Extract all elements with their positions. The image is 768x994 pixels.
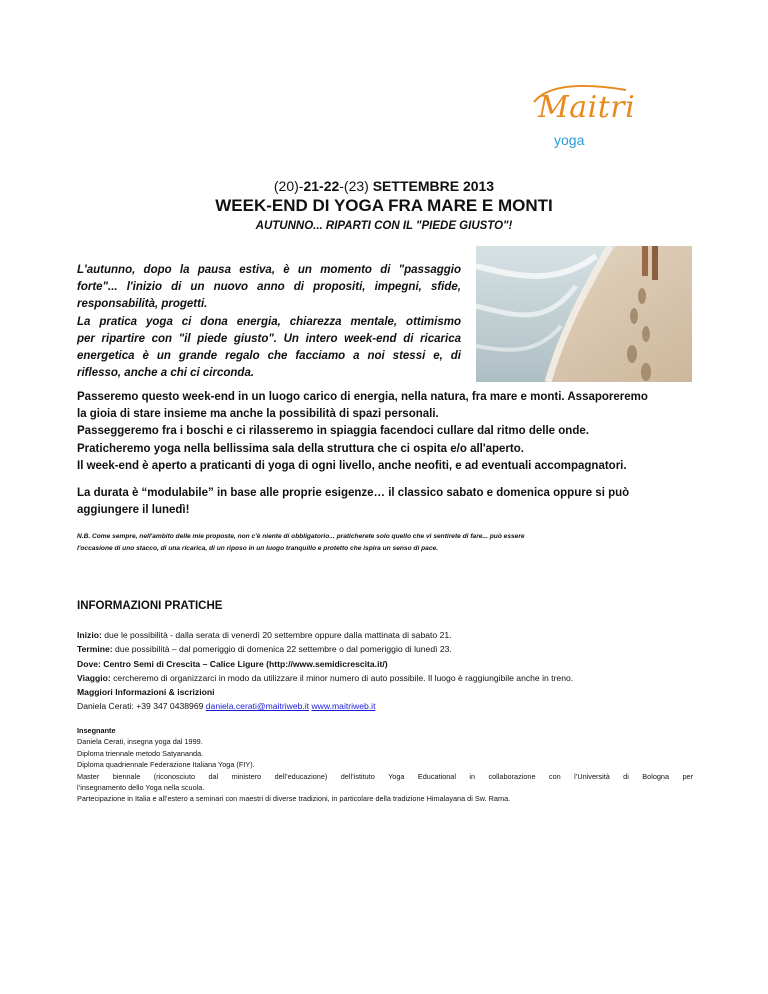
website-link[interactable]: www.maitriweb.it — [311, 701, 376, 712]
event-date — [0, 178, 768, 194]
teacher-line: Partecipazione in Italia e all’estero a seminari con maestri di diverse tradizioni, in particolare della tradizione Himalayana di Sw. Rama. — [77, 794, 511, 804]
contact-text: Daniela Cerati: +39 347 0438969 — [77, 701, 206, 712]
note-paragraph — [77, 531, 693, 555]
body-line: Passeggeremo fra i boschi e ci rilasseremo in spiaggia facendoci cullare dal ritmo delle onde. — [77, 425, 589, 438]
teacher-master-line: l’insegnamento dello Yoga nella scuola. — [77, 783, 205, 793]
date-mid: -(23) — [339, 178, 369, 194]
body-line: la gioia di stare insieme ma anche la possibilità di spazi personali. — [77, 408, 439, 421]
intro-line: per ripartire con "il piede giusto". Un intero week-end di ricarica — [77, 332, 461, 345]
intro-line: La pratica yoga ci dona energia, chiarezza mentale, ottimismo — [77, 315, 461, 328]
travel-label: Viaggio: — [77, 672, 111, 683]
intro-line: riflesso, anche a chi ci circonda. — [77, 367, 255, 380]
date-bold-days: 21-22 — [303, 178, 340, 194]
duration-paragraph — [77, 485, 697, 519]
page-subtitle: AUTUNNO... RIPARTI CON IL "PIEDE GIUSTO"! — [255, 220, 513, 232]
teacher-master-line: Master biennale (riconosciuto dal ministero dell’educazione) dell’istituto Yoga Educational in collaborazione con l’Università di Bologna per — [77, 771, 693, 781]
intro-paragraph — [77, 262, 461, 382]
duration-line: La durata è “modulabile” in base alle proprie esigenze… il classico sabato e domenica oppure si può — [77, 487, 630, 499]
practical-info-heading: INFORMAZIONI PRATICHE — [77, 600, 223, 612]
logo-sub-text: yoga — [554, 132, 585, 148]
intro-line: responsabilità, progetti. — [77, 298, 208, 311]
intro-line: L'autunno, dopo la pausa estiva, è un momento di "passaggio — [77, 264, 461, 276]
teacher-section — [77, 725, 693, 805]
intro-line: forte"... l'inizio di un nuovo anno di propositi, impegni, sfide, — [77, 281, 461, 294]
date-bold-month: SETTEMBRE 2013 — [372, 178, 495, 194]
info-location — [77, 657, 697, 671]
teacher-line: Diploma quadriennale Federazione Italiana Yoga (FIY). — [77, 760, 255, 770]
main-description — [77, 389, 697, 475]
note-line: N.B. Come sempre, nell'ambito delle mie proposte, non c'è niente di obbligatorio... praticherete solo quello che vi sentirete di fare... può essere — [77, 533, 525, 540]
end-text: due possibilità – dal pomeriggio di domenica 22 settembre o dal pomeriggio di lunedì 23. — [112, 644, 452, 655]
email-link[interactable]: daniela.cerati@maitriweb.it — [205, 701, 310, 712]
location-text: Dove: Centro Semi di Crescita – Calice Ligure (http://www.semidicrescita.it/) — [77, 658, 388, 669]
body-line: Passeremo questo week-end in un luogo carico di energia, nella natura, fra mare e monti. Assaporeremo — [77, 391, 648, 403]
date-pre: (20)- — [273, 178, 304, 194]
more-info-label: Maggiori Informazioni & iscrizioni — [77, 687, 215, 698]
maitri-yoga-logo — [530, 80, 636, 152]
info-start — [77, 628, 697, 642]
start-text: due le possibilità - dalla serata di venerdì 20 settembre oppure dalla mattinata di sabato 21. — [101, 630, 452, 640]
teacher-line: Diploma triennale metodo Satyananda. — [77, 748, 204, 758]
info-end — [77, 642, 697, 656]
info-more — [77, 685, 697, 699]
info-travel — [77, 671, 697, 685]
intro-line: energetica è un grande regalo che facciamo a noi stessi e, di — [77, 350, 461, 363]
note-line: l'occasione di uno stacco, di una ricarica, di un riposo in un luogo tranquillo e protetto che ispira un senso di pace. — [77, 545, 438, 552]
teacher-line: Daniela Cerati, insegna yoga dal 1999. — [77, 737, 203, 747]
body-line: Praticheremo yoga nella bellissima sala della struttura che ci ospita e/o all'aperto. — [77, 442, 524, 455]
end-label: Termine: — [77, 644, 113, 655]
teacher-heading: Insegnante — [77, 726, 116, 735]
start-label: Inizio: — [77, 630, 102, 640]
info-contact — [77, 699, 697, 713]
practical-info-list — [77, 628, 697, 714]
travel-text: cercheremo di organizzarci in modo da utilizzare il minor numero di auto possibile. Il luogo è raggiungibile anche in treno. — [110, 672, 574, 683]
page-title: WEEK-END DI YOGA FRA MARE E MONTI — [215, 196, 553, 215]
logo-brand-text: Maitri — [538, 90, 636, 125]
beach-footprints-photo — [476, 246, 692, 382]
duration-line: aggiungere il lunedì! — [77, 504, 190, 517]
body-line: Il week-end è aperto a praticanti di yoga di ogni livello, anche neofiti, e ad eventuali accompagnatori. — [77, 459, 627, 472]
